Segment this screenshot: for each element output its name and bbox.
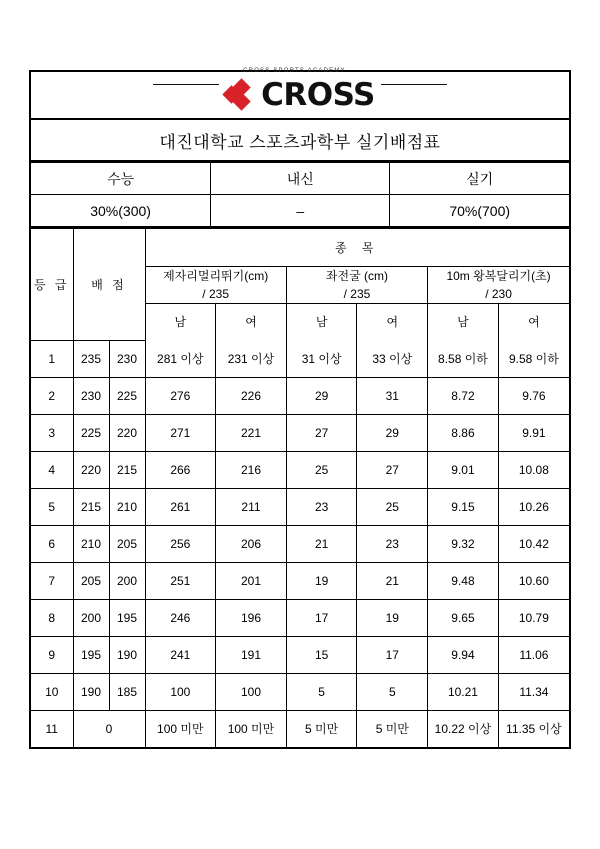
cell-rank: 10 — [31, 673, 73, 710]
cell-value: 196 — [216, 599, 287, 636]
cell-value: 226 — [216, 377, 287, 414]
cell-value: 231 이상 — [216, 340, 287, 377]
cell-value: 9.65 — [428, 599, 499, 636]
cell-value: 10.26 — [498, 488, 569, 525]
header-gender-2: 남 — [286, 303, 357, 340]
ratio-value-silgi: 70%(700) — [390, 195, 569, 227]
cell-value: 10.79 — [498, 599, 569, 636]
cell-value: 221 — [216, 414, 287, 451]
cell-value: 8.58 이하 — [428, 340, 499, 377]
cell-value: 246 — [145, 599, 216, 636]
cell-value: 8.72 — [428, 377, 499, 414]
cell-value: 9.76 — [498, 377, 569, 414]
event-name-2: 10m 왕복달리기(초) — [446, 268, 551, 283]
table-row — [31, 562, 569, 599]
cell-rank: 1 — [31, 340, 73, 377]
cell-value: 9.48 — [428, 562, 499, 599]
cell-value: 9.91 — [498, 414, 569, 451]
cell-value: 21 — [286, 525, 357, 562]
cell-value: 276 — [145, 377, 216, 414]
cell-point-a: 210 — [73, 525, 109, 562]
score-table-document — [29, 67, 571, 749]
cell-rank: 2 — [31, 377, 73, 414]
cell-value: 9.32 — [428, 525, 499, 562]
cell-value: 241 — [145, 636, 216, 673]
cell-value: 10.21 — [428, 673, 499, 710]
table-row — [31, 710, 569, 747]
cell-value: 9.15 — [428, 488, 499, 525]
header-event-sit-and-reach — [286, 266, 427, 303]
cell-point-a: 190 — [73, 673, 109, 710]
table-row — [31, 451, 569, 488]
ratio-table — [31, 162, 569, 227]
cell-value: 201 — [216, 562, 287, 599]
cell-value: 10.60 — [498, 562, 569, 599]
ratio-header-suneung: 수능 — [31, 163, 211, 195]
cell-rank: 6 — [31, 525, 73, 562]
diamond-icon — [225, 81, 255, 109]
score-table — [31, 229, 569, 747]
table-row — [31, 599, 569, 636]
ratio-header-silgi: 실기 — [390, 163, 569, 195]
cell-value: 11.06 — [498, 636, 569, 673]
page-title: 대진대학교 스포츠과학부 실기배점표 — [31, 120, 569, 162]
cell-point-b: 220 — [109, 414, 145, 451]
cell-value: 10.42 — [498, 525, 569, 562]
header-gender-3: 여 — [357, 303, 428, 340]
cell-rank: 3 — [31, 414, 73, 451]
cell-point-merged: 0 — [73, 710, 145, 747]
cell-point-b: 185 — [109, 673, 145, 710]
cell-value: 5 — [286, 673, 357, 710]
cell-value: 191 — [216, 636, 287, 673]
cell-value: 29 — [357, 414, 428, 451]
table-row — [31, 636, 569, 673]
cell-value: 11.35 이상 — [498, 710, 569, 747]
cell-value: 251 — [145, 562, 216, 599]
cell-value: 9.94 — [428, 636, 499, 673]
score-table-body — [31, 340, 569, 747]
cell-value: 19 — [286, 562, 357, 599]
ratio-header-row — [31, 163, 569, 195]
cell-value: 271 — [145, 414, 216, 451]
logo-band — [31, 67, 569, 120]
header-gender-4: 남 — [428, 303, 499, 340]
logo-rule-left-decoration — [153, 84, 219, 85]
event-max-1: / 235 — [343, 286, 371, 301]
cell-value: 206 — [216, 525, 287, 562]
ratio-header-naesin: 내신 — [211, 163, 390, 195]
table-row — [31, 414, 569, 451]
header-points: 배 점 — [73, 229, 145, 340]
event-max-0: / 235 — [202, 286, 229, 301]
table-row — [31, 377, 569, 414]
cell-point-b: 190 — [109, 636, 145, 673]
cell-rank: 8 — [31, 599, 73, 636]
cell-point-a: 235 — [73, 340, 109, 377]
event-max-2: / 230 — [485, 286, 512, 301]
cell-value: 27 — [357, 451, 428, 488]
score-table-wrap — [31, 227, 569, 747]
cell-value: 266 — [145, 451, 216, 488]
cell-value: 9.58 이하 — [498, 340, 569, 377]
cell-value: 25 — [357, 488, 428, 525]
ratio-value-row — [31, 195, 569, 227]
table-row — [31, 340, 569, 377]
cell-point-b: 205 — [109, 525, 145, 562]
table-row — [31, 525, 569, 562]
cell-point-b: 195 — [109, 599, 145, 636]
cell-point-a: 200 — [73, 599, 109, 636]
cell-value: 8.86 — [428, 414, 499, 451]
logo-rule-right-decoration — [381, 84, 447, 85]
cell-point-a: 215 — [73, 488, 109, 525]
cell-point-b: 230 — [109, 340, 145, 377]
cell-point-b: 225 — [109, 377, 145, 414]
cell-value: 23 — [357, 525, 428, 562]
cell-value: 211 — [216, 488, 287, 525]
cell-value: 5 미만 — [286, 710, 357, 747]
cell-value: 10.22 이상 — [428, 710, 499, 747]
cell-value: 15 — [286, 636, 357, 673]
event-name-1: 좌전굴 (cm) — [325, 268, 389, 283]
cell-value: 261 — [145, 488, 216, 525]
brand-logo — [225, 67, 375, 113]
cell-value: 17 — [286, 599, 357, 636]
cell-value: 9.01 — [428, 451, 499, 488]
cell-value: 21 — [357, 562, 428, 599]
logo-subtitle: CROSS SPORTS ACADEMY — [243, 67, 346, 74]
ratio-value-suneung: 30%(300) — [31, 195, 211, 227]
header-section-events: 종 목 — [145, 229, 569, 266]
cell-value: 100 — [145, 673, 216, 710]
cell-value: 256 — [145, 525, 216, 562]
cell-value: 31 — [357, 377, 428, 414]
cell-rank: 4 — [31, 451, 73, 488]
cell-rank: 9 — [31, 636, 73, 673]
cell-value: 5 — [357, 673, 428, 710]
cell-point-a: 220 — [73, 451, 109, 488]
event-name-0: 제자리멀리뛰기(cm) — [163, 268, 269, 283]
table-header-section-row — [31, 229, 569, 266]
cell-value: 25 — [286, 451, 357, 488]
cell-value: 5 미만 — [357, 710, 428, 747]
cell-point-a: 205 — [73, 562, 109, 599]
logo-wordmark: CROSS — [261, 76, 375, 113]
cell-point-a: 225 — [73, 414, 109, 451]
cell-rank: 7 — [31, 562, 73, 599]
cell-point-b: 215 — [109, 451, 145, 488]
header-event-shuttle-run — [428, 266, 569, 303]
ratio-value-naesin: – — [211, 195, 390, 227]
header-rank: 등 급 — [31, 229, 73, 340]
cell-value: 33 이상 — [357, 340, 428, 377]
cell-value: 31 이상 — [286, 340, 357, 377]
cell-value: 27 — [286, 414, 357, 451]
header-gender-5: 여 — [498, 303, 569, 340]
header-event-standing-long-jump — [145, 266, 286, 303]
cell-rank: 11 — [31, 710, 73, 747]
cell-value: 281 이상 — [145, 340, 216, 377]
cell-value: 23 — [286, 488, 357, 525]
cell-rank: 5 — [31, 488, 73, 525]
cell-value: 19 — [357, 599, 428, 636]
cell-point-b: 210 — [109, 488, 145, 525]
cell-value: 100 — [216, 673, 287, 710]
header-gender-0: 남 — [145, 303, 216, 340]
cell-value: 100 미만 — [216, 710, 287, 747]
table-row — [31, 673, 569, 710]
cell-value: 29 — [286, 377, 357, 414]
cell-value: 11.34 — [498, 673, 569, 710]
cell-value: 100 미만 — [145, 710, 216, 747]
cell-point-a: 195 — [73, 636, 109, 673]
cell-point-b: 200 — [109, 562, 145, 599]
table-row — [31, 488, 569, 525]
cell-value: 10.08 — [498, 451, 569, 488]
cell-value: 216 — [216, 451, 287, 488]
cell-value: 17 — [357, 636, 428, 673]
header-gender-1: 여 — [216, 303, 287, 340]
cell-point-a: 230 — [73, 377, 109, 414]
